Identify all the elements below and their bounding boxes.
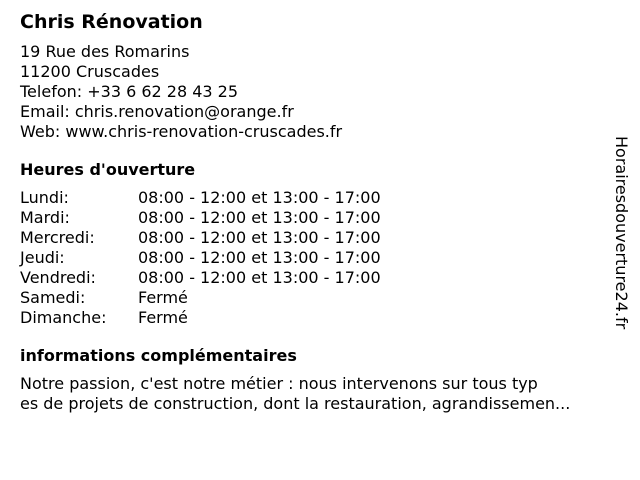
day-hours: 08:00 - 12:00 et 13:00 - 17:00 (138, 188, 381, 207)
day-hours: 08:00 - 12:00 et 13:00 - 17:00 (138, 228, 381, 247)
day-label: Jeudi: (20, 248, 65, 267)
business-name: Chris Rénovation (20, 11, 203, 33)
business-card (20, 10, 610, 414)
phone-line: Telefon: +33 6 62 28 43 25 (20, 82, 239, 101)
day-label: Lundi: (20, 188, 69, 207)
day-hours: 08:00 - 12:00 et 13:00 - 17:00 (138, 268, 381, 287)
email-line: Email: chris.renovation@orange.fr (20, 102, 294, 121)
web-line: Web: www.chris-renovation-cruscades.fr (20, 122, 343, 141)
hours-row-saturday (20, 288, 610, 308)
address-city: 11200 Cruscades (20, 62, 160, 81)
day-label: Samedi: (20, 288, 86, 307)
opening-hours-heading: Heures d'ouverture (20, 160, 196, 179)
hours-row-wednesday (20, 228, 610, 248)
hours-row-sunday (20, 308, 610, 328)
day-hours: Fermé (138, 288, 188, 307)
day-label: Mercredi: (20, 228, 95, 247)
description-line-1: Notre passion, c'est notre métier : nous intervenons sur tous typ (20, 374, 538, 393)
site-watermark: Horairesdouverture24.fr (612, 136, 631, 330)
day-label: Vendredi: (20, 268, 96, 287)
hours-row-tuesday (20, 208, 610, 228)
day-label: Mardi: (20, 208, 70, 227)
hours-row-monday (20, 188, 610, 208)
day-hours: 08:00 - 12:00 et 13:00 - 17:00 (138, 248, 381, 267)
hours-row-friday (20, 268, 610, 288)
description-line-2: es de projets de construction, dont la restauration, agrandissemen... (20, 394, 571, 413)
day-hours: Fermé (138, 308, 188, 327)
additional-info-heading: informations complémentaires (20, 346, 297, 365)
day-hours: 08:00 - 12:00 et 13:00 - 17:00 (138, 208, 381, 227)
day-label: Dimanche: (20, 308, 107, 327)
hours-row-thursday (20, 248, 610, 268)
address-street: 19 Rue des Romarins (20, 42, 190, 61)
